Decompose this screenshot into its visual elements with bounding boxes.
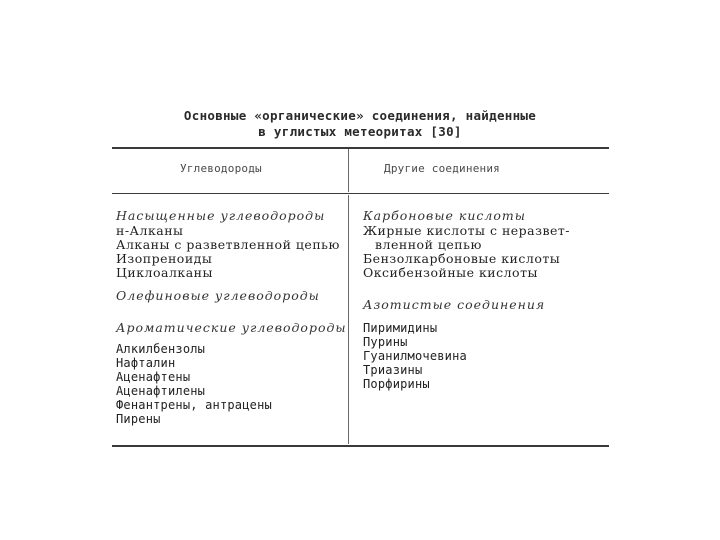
table-entry: Гуанилмочевина [363,349,467,363]
group-heading-saturated: Насыщенные углеводороды [116,208,326,223]
table-title-line-2: в углистых метеоритах [30] [258,124,462,139]
table-entry: Аценафтилены [116,384,206,398]
table-entry: Изопреноиды [116,251,213,266]
table-header-rule [112,193,609,194]
table-entry: Пирены [116,412,161,426]
table-entry: Алканы с разветвленной цепью [116,237,340,252]
table-entry: Пурины [363,335,408,349]
table-entry: Циклоалканы [116,265,213,280]
table-entry: Аценафтены [116,370,191,384]
column-header-hydrocarbons: Углеводороды [180,162,262,175]
group-heading-nitrogen-compounds: Азотистые соединения [363,297,546,312]
table-entry: Триазины [363,363,423,377]
table-title-line-1: Основные «органические» соединения, найденные [183,108,537,123]
group-heading-carboxylic-acids: Карбоновые кислоты [363,208,526,223]
group-heading-aromatic: Ароматические углеводороды [116,320,347,335]
table-bottom-rule [112,445,609,447]
header-column-divider [348,149,349,192]
table-entry: Порфирины [363,377,430,391]
body-column-divider [348,195,349,444]
table-entry: Нафталин [116,356,176,370]
table-top-rule [112,147,609,149]
table-entry: Оксибензойные кислоты [363,265,538,280]
table-entry: Бензолкарбоновые кислоты [363,251,561,266]
group-heading-olefinic: Олефиновые углеводороды [116,288,320,303]
table-entry-continuation: вленной цепью [375,237,482,252]
table-entry: Алкилбензолы [116,342,206,356]
table-entry: Фенантрены, антрацены [116,398,272,412]
table-entry: Пиримидины [363,321,438,335]
column-header-other-compounds: Другие соединения [384,162,500,175]
table-entry: н-Алканы [116,223,184,238]
table-entry: Жирные кислоты с неразвет- [363,223,571,238]
